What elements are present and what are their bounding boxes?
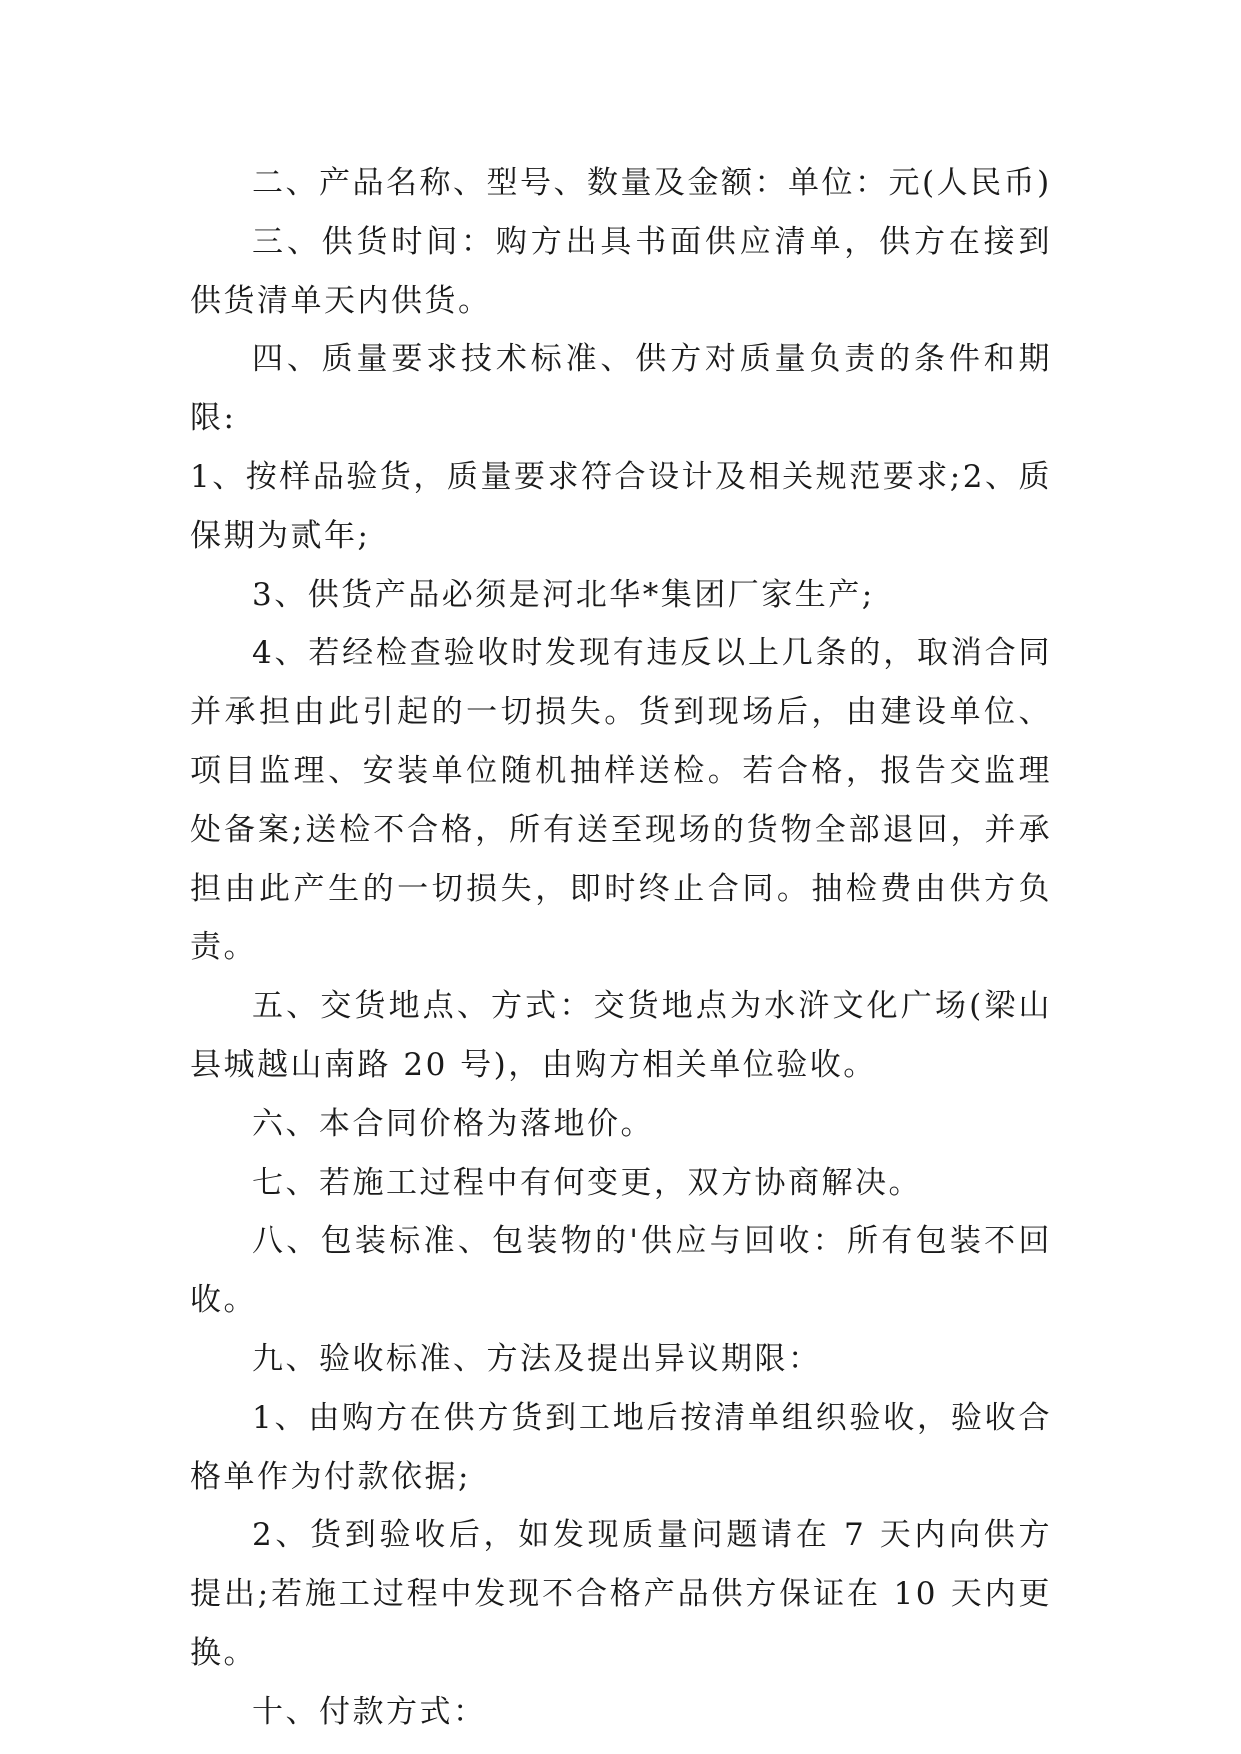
clause-4-quality-requirements: 四、质量要求技术标准、供方对质量负责的条件和期限: bbox=[190, 341, 1052, 437]
clause-4-item-4: 4、若经检查验收时发现有违反以上几条的，取消合同并承担由此引起的一切损失。货到现场后，由建设单位、项目监理、安装单位随机抽样送检。若合格，报告交监理处备案;送检不合格，所有送至现场的货物全部退回，并承担由此产生的一切损失，即时终止合同。抽检费由供方负责。 bbox=[190, 635, 1052, 966]
clause-5-delivery-location: 五、交货地点、方式：交货地点为水浒文化广场(梁山县城越山南路 20 号)，由购方相关单位验收。 bbox=[190, 988, 1052, 1083]
clause-6-price: 六、本合同价格为落地价。 bbox=[252, 1105, 654, 1142]
clause-3-delivery-time: 三、供货时间：购方出具书面供应清单，供方在接到供货清单天内供货。 bbox=[190, 223, 1052, 319]
clause-7-changes: 七、若施工过程中有何变更，双方协商解决。 bbox=[252, 1164, 922, 1201]
clause-9-acceptance: 九、验收标准、方法及提出异议期限： bbox=[252, 1340, 822, 1377]
clause-4-item-1-2: 1、按样品验货，质量要求符合设计及相关规范要求;2、质保期为贰年; bbox=[190, 458, 1052, 554]
clause-2-product-info: 二、产品名称、型号、数量及金额：单位：元(人民币) bbox=[252, 165, 1052, 201]
clause-8-packaging: 八、包装标准、包装物的'供应与回收：所有包装不回收。 bbox=[190, 1223, 1052, 1319]
clause-9-item-1: 1、由购方在供方货到工地后按清单组织验收，验收合格单作为付款依据; bbox=[190, 1399, 1052, 1495]
clause-9-item-2: 2、货到验收后，如发现质量问题请在 7 天内向供方提出;若施工过程中发现不合格产品供方保证在 10 天内更换。 bbox=[190, 1517, 1052, 1671]
clause-4-item-3: 3、供货产品必须是河北华*集团厂家生产; bbox=[252, 576, 875, 613]
clause-10-payment: 十、付款方式： bbox=[252, 1693, 487, 1730]
document-body bbox=[190, 154, 1052, 1742]
